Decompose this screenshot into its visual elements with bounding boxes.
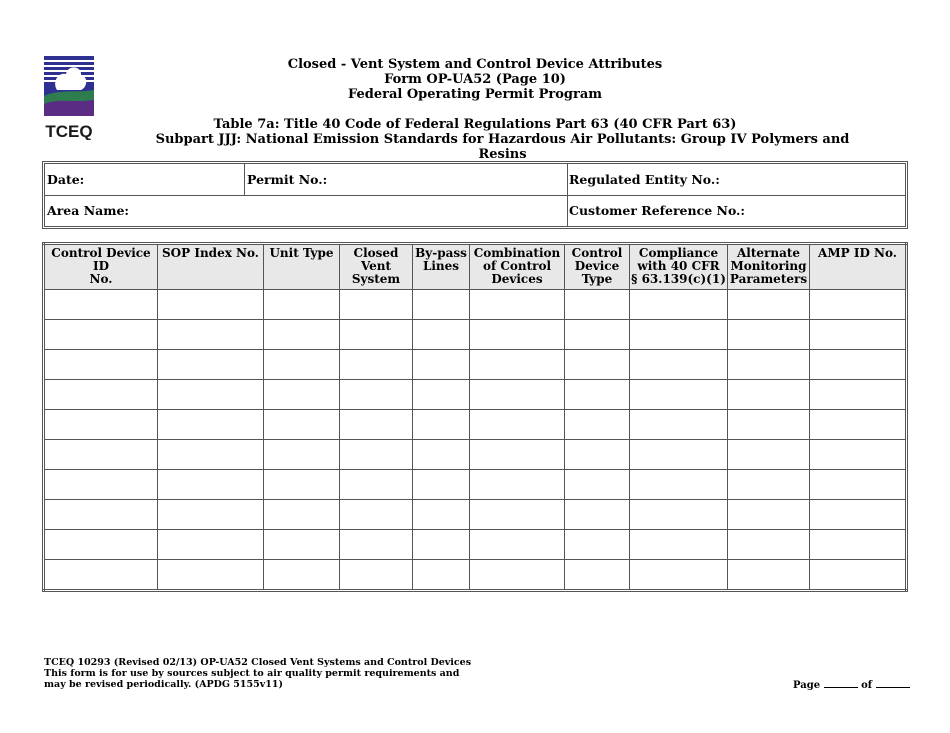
table-cell[interactable]: [340, 290, 413, 320]
tceq-logo: [44, 56, 94, 140]
table-cell[interactable]: [565, 560, 630, 591]
column-header: [340, 244, 413, 290]
table-cell[interactable]: [413, 500, 470, 530]
table-cell[interactable]: [413, 440, 470, 470]
table-cell[interactable]: [630, 500, 728, 530]
table-cell[interactable]: [44, 470, 158, 500]
table-cell[interactable]: [340, 530, 413, 560]
table-cell[interactable]: [264, 380, 340, 410]
table-cell[interactable]: [264, 290, 340, 320]
table-cell[interactable]: [630, 410, 728, 440]
table-cell[interactable]: [264, 530, 340, 560]
table-cell[interactable]: [630, 350, 728, 380]
table-cell[interactable]: [340, 500, 413, 530]
column-header-line: AMP ID No.: [818, 246, 897, 260]
table-row: [44, 380, 907, 410]
table-cell[interactable]: [340, 380, 413, 410]
column-header: [810, 244, 907, 290]
table-cell[interactable]: [810, 320, 907, 350]
table-cell[interactable]: [340, 470, 413, 500]
table-cell[interactable]: [44, 290, 158, 320]
table-cell[interactable]: [565, 470, 630, 500]
table-cell[interactable]: [810, 530, 907, 560]
footer-line: TCEQ 10293 (Revised 02/13) OP-UA52 Closed Vent Systems and Control Devices: [44, 657, 472, 668]
total-pages-blank[interactable]: [876, 679, 910, 688]
table-cell[interactable]: [158, 290, 264, 320]
table-body: [44, 290, 907, 591]
page-blank[interactable]: [824, 679, 858, 688]
table-cell[interactable]: [413, 290, 470, 320]
table-cell[interactable]: [728, 440, 810, 470]
column-header-line: SOP Index No.: [162, 246, 259, 260]
table-cell[interactable]: [565, 500, 630, 530]
table-cell[interactable]: [728, 410, 810, 440]
table-cell[interactable]: [565, 320, 630, 350]
column-header: [565, 244, 630, 290]
form-header: [100, 57, 850, 102]
column-header-line: By-pass: [415, 246, 467, 260]
form-footer: [44, 657, 471, 690]
table-row: [44, 470, 907, 500]
column-header: [470, 244, 565, 290]
form-title: Closed - Vent System and Control Device Attributes: [287, 57, 663, 72]
table-cell[interactable]: [158, 410, 264, 440]
table-cell[interactable]: [470, 500, 565, 530]
table-cell[interactable]: [630, 290, 728, 320]
table-cell[interactable]: [44, 410, 158, 440]
table-cell[interactable]: [44, 320, 158, 350]
table-cell[interactable]: [630, 530, 728, 560]
table-row: [44, 500, 907, 530]
table-cell[interactable]: [630, 380, 728, 410]
table-cell[interactable]: [264, 560, 340, 591]
table-cell[interactable]: [728, 320, 810, 350]
table-cell[interactable]: [470, 380, 565, 410]
table-cell[interactable]: [728, 290, 810, 320]
table-cell[interactable]: [810, 560, 907, 591]
table-cell[interactable]: [264, 500, 340, 530]
column-header-line: Parameters: [729, 272, 808, 286]
info-divider-vertical: [567, 164, 568, 226]
info-divider-vertical: [244, 164, 245, 195]
table-cell[interactable]: [413, 530, 470, 560]
column-header-line: Closed: [353, 246, 399, 260]
table-cell[interactable]: [810, 500, 907, 530]
table-cell[interactable]: [413, 320, 470, 350]
table-cell[interactable]: [44, 350, 158, 380]
table-cell[interactable]: [340, 440, 413, 470]
table-cell[interactable]: [565, 290, 630, 320]
table-cell[interactable]: [44, 440, 158, 470]
column-header-line: Type: [581, 272, 613, 286]
table-cell[interactable]: [340, 350, 413, 380]
regulated-entity-label: Regulated Entity No.:: [569, 172, 720, 187]
table-cell[interactable]: [413, 380, 470, 410]
permit-number-field[interactable]: [245, 164, 567, 195]
table-cell[interactable]: [630, 560, 728, 591]
page-label: Page: [793, 680, 821, 691]
table-cell[interactable]: [810, 470, 907, 500]
table-cell[interactable]: [158, 350, 264, 380]
table-cell[interactable]: [810, 290, 907, 320]
table-cell[interactable]: [158, 470, 264, 500]
table-cell[interactable]: [810, 440, 907, 470]
program-name: Federal Operating Permit Program: [347, 87, 603, 102]
table-cell[interactable]: [413, 470, 470, 500]
page-number: [793, 679, 910, 691]
table-row: [44, 560, 907, 591]
area-name-field[interactable]: [45, 195, 567, 226]
column-header-line: Vent: [360, 259, 392, 273]
permit-label: Permit No.:: [247, 172, 328, 187]
column-header: [728, 244, 810, 290]
column-header-line: § 63.139(c)(1): [631, 272, 726, 286]
table-cell[interactable]: [565, 380, 630, 410]
form-number: Form OP-UA52 (Page 10): [384, 72, 566, 87]
date-field[interactable]: [45, 164, 245, 195]
table-cell[interactable]: [630, 320, 728, 350]
column-header: [158, 244, 264, 290]
table-row: [44, 410, 907, 440]
footer-line: may be revised periodically. (APDG 5155v11): [44, 679, 283, 690]
column-header-line: Device: [574, 259, 620, 273]
table-cell[interactable]: [340, 410, 413, 440]
table-cell[interactable]: [44, 380, 158, 410]
table-header-row: [44, 244, 907, 290]
regulated-entity-field[interactable]: [567, 164, 905, 195]
subpart-title: Subpart JJJ: National Emission Standards for Hazardous Air Pollutants: Group IV Polymers and Resins: [155, 132, 850, 162]
table-cell[interactable]: [413, 410, 470, 440]
column-header-line: of Control: [482, 259, 552, 273]
table-row: [44, 290, 907, 320]
table-cell[interactable]: [810, 380, 907, 410]
info-divider-horizontal: [45, 195, 905, 196]
of-label: of: [861, 680, 873, 691]
table-cell[interactable]: [630, 470, 728, 500]
table-cell[interactable]: [470, 290, 565, 320]
table-cell[interactable]: [158, 530, 264, 560]
table-cell[interactable]: [264, 410, 340, 440]
customer-reference-field[interactable]: [567, 195, 905, 226]
column-header: [44, 244, 158, 290]
column-header-line: Unit Type: [269, 246, 334, 260]
table-cell[interactable]: [264, 440, 340, 470]
table-cell[interactable]: [565, 410, 630, 440]
table-row: [44, 440, 907, 470]
table-cell[interactable]: [810, 410, 907, 440]
table-cell[interactable]: [158, 440, 264, 470]
table-cell[interactable]: [264, 470, 340, 500]
table-title: Table 7a: Title 40 Code of Federal Regulations Part 63 (40 CFR Part 63): [213, 117, 737, 132]
column-header: [264, 244, 340, 290]
table-row: [44, 320, 907, 350]
table-cell[interactable]: [630, 440, 728, 470]
table-cell[interactable]: [728, 530, 810, 560]
table-cell[interactable]: [565, 440, 630, 470]
column-header-line: Combination: [473, 246, 561, 260]
table-cell[interactable]: [340, 560, 413, 591]
table-row: [44, 530, 907, 560]
column-header-line: Control: [571, 246, 623, 260]
table-row: [44, 350, 907, 380]
table-cell[interactable]: [44, 500, 158, 530]
column-header: [413, 244, 470, 290]
table-cell[interactable]: [413, 560, 470, 591]
customer-reference-label: Customer Reference No.:: [569, 203, 746, 218]
table-cell[interactable]: [44, 530, 158, 560]
table-cell[interactable]: [44, 560, 158, 591]
table-cell[interactable]: [158, 320, 264, 350]
table-cell[interactable]: [728, 470, 810, 500]
column-header-line: with 40 CFR: [637, 259, 720, 273]
permit-info-box: [42, 161, 908, 229]
table-cell[interactable]: [340, 320, 413, 350]
table-cell[interactable]: [470, 440, 565, 470]
table-cell[interactable]: [470, 560, 565, 591]
table-cell[interactable]: [728, 350, 810, 380]
table-cell[interactable]: [264, 350, 340, 380]
logo-text: TCEQ: [45, 122, 93, 140]
table-cell[interactable]: [413, 350, 470, 380]
column-header-line: Monitoring: [730, 259, 807, 273]
table-cell[interactable]: [158, 380, 264, 410]
table-cell[interactable]: [728, 380, 810, 410]
column-header-line: Compliance: [638, 246, 719, 260]
table-cell[interactable]: [470, 320, 565, 350]
table-cell[interactable]: [158, 500, 264, 530]
table-cell[interactable]: [470, 530, 565, 560]
table-cell[interactable]: [264, 320, 340, 350]
column-header-line: Devices: [491, 272, 543, 286]
table-cell[interactable]: [470, 470, 565, 500]
table-cell[interactable]: [728, 500, 810, 530]
table-cell[interactable]: [470, 410, 565, 440]
column-header-line: Control Device ID: [51, 246, 151, 273]
control-device-table: [42, 242, 908, 592]
column-header-line: Alternate: [736, 246, 801, 260]
table-cell[interactable]: [565, 530, 630, 560]
table-cell[interactable]: [470, 350, 565, 380]
date-label: Date:: [47, 172, 85, 187]
area-name-label: Area Name:: [47, 203, 130, 218]
column-header-line: No.: [89, 272, 113, 286]
table-cell[interactable]: [810, 350, 907, 380]
column-header: [630, 244, 728, 290]
table-cell[interactable]: [158, 560, 264, 591]
table-cell[interactable]: [728, 560, 810, 591]
column-header-line: System: [351, 272, 401, 286]
column-header-line: Lines: [422, 259, 460, 273]
footer-line: This form is for use by sources subject to air quality permit requirements and: [44, 668, 460, 679]
water-icon: [44, 100, 94, 116]
table-cell[interactable]: [565, 350, 630, 380]
table-header: [100, 117, 850, 162]
